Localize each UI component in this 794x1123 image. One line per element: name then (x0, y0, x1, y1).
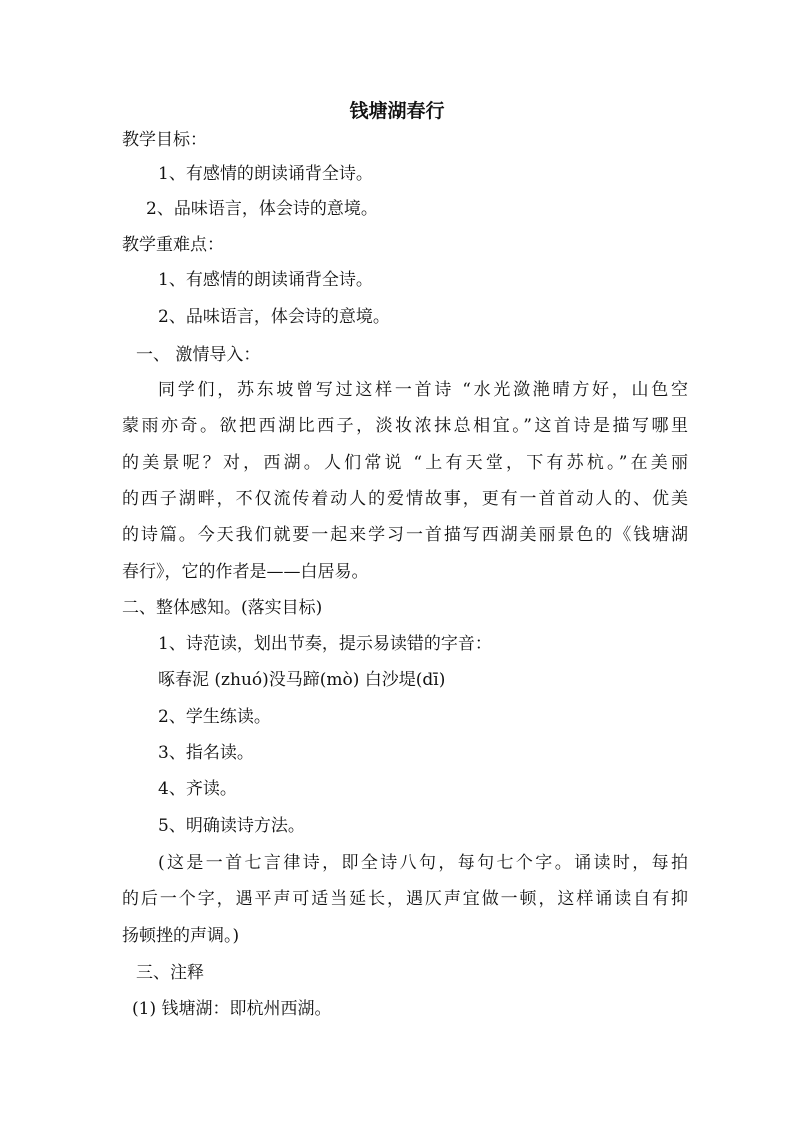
objective-item: 1、有感情的朗读诵背全诗。 (158, 164, 373, 184)
key-point-item: 1、有感情的朗读诵背全诗。 (158, 270, 373, 290)
step-item: 5、明确读诗方法。 (158, 816, 305, 836)
paragraph-line: 蒙雨亦奇。欲把西湖比西子，淡妆浓抹总相宜。”这首诗是描写哪里 (122, 416, 688, 436)
step-item: 1、诗范读，划出节奏，提示易读错的字音： (158, 634, 492, 654)
pronunciation-line: 啄春泥 (zhuó)没马蹄(mò) 白沙堤(dī) (158, 670, 446, 690)
note-item: (1) 钱塘湖：即杭州西湖。 (132, 999, 332, 1019)
step-item: 2、学生练读。 (158, 707, 271, 727)
section-heading-key-points: 教学重难点： (122, 235, 224, 255)
section-heading-notes: 三、注释 (136, 963, 204, 983)
paragraph-line: 的西子湖畔，不仅流传着动人的爱情故事，更有一首首动人的、优美 (122, 489, 688, 509)
section-heading-introduction: 一、 激情导入： (136, 345, 261, 365)
paragraph-line: 的后一个字，遇平声可适当延长，遇仄声宜做一顿，这样诵读自有抑 (122, 889, 688, 909)
document-title: 钱塘湖春行 (349, 100, 445, 122)
step-item: 3、指名读。 (158, 743, 254, 763)
paragraph-line: 的美景呢？对，西湖。人们常说 “上有天堂，下有苏杭。”在美丽 (122, 453, 688, 473)
paragraph-line: (这是一首七言律诗，即全诗八句，每句七个字。诵读时，每拍 (158, 853, 688, 873)
paragraph-line: 的诗篇。今天我们就要一起来学习一首描写西湖美丽景色的《钱塘湖 (122, 525, 688, 545)
objective-item: 2、品味语言，体会诗的意境。 (146, 199, 378, 219)
step-item: 4、齐读。 (158, 779, 237, 799)
paragraph-line: 春行》，它的作者是——白居易。 (122, 562, 369, 582)
paragraph-line: 同学们，苏东坡曾写过这样一首诗 “水光潋滟晴方好，山色空 (158, 380, 688, 400)
paragraph-line: 扬顿挫的声调。) (122, 926, 240, 946)
section-heading-objectives: 教学目标： (122, 130, 207, 150)
section-heading-overall: 二、整体感知。(落实目标) (122, 598, 323, 618)
key-point-item: 2、品味语言，体会诗的意境。 (158, 307, 390, 327)
